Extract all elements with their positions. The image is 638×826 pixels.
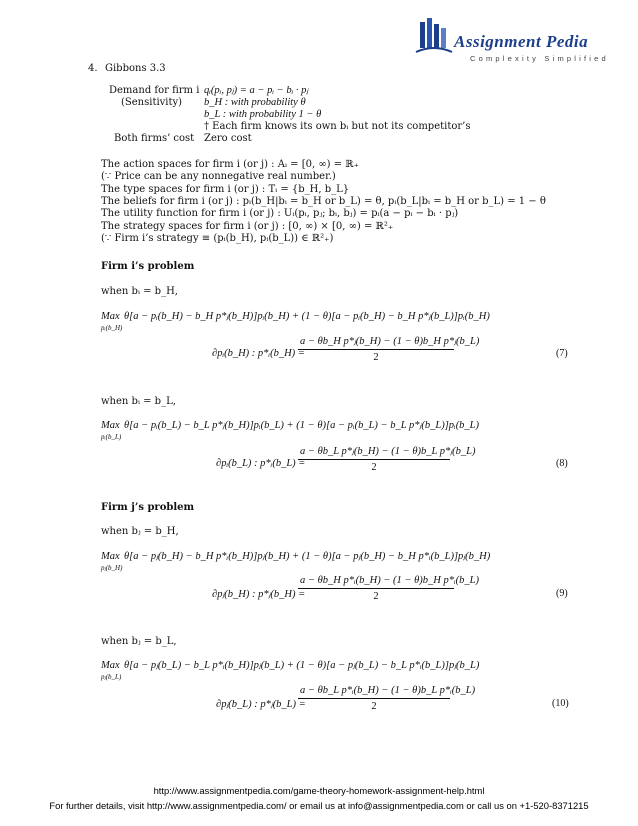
firm-j-foc-lhs-low: ∂pⱼ(b_L) : p*ⱼ(b_L) =: [216, 699, 306, 710]
firm-i-foc-lhs-low: ∂pᵢ(b_L) : p*ᵢ(b_L) =: [216, 458, 306, 469]
firm-i-foc-fraction-high: [298, 335, 480, 363]
equation-number-7: (7): [556, 348, 568, 359]
firm-i-foc-fraction-low: [298, 445, 476, 473]
books-logo-icon: [414, 14, 454, 58]
firm-i-max-word-high: Max: [101, 311, 120, 322]
firm-i-case-high: when bᵢ = b_H,: [101, 286, 178, 297]
fraction-denominator: 2: [373, 352, 379, 363]
firm-j-objective-high: θ[a − pⱼ(b_H) − b_H p*ᵢ(b_H)]pⱼ(b_H) + (1 − θ)[a − pⱼ(b_H) − b_H p*ᵢ(b_L)]pⱼ(b_H): [124, 551, 491, 562]
fraction-numerator: a − θb_L p*ᵢ(b_H) − (1 − θ)b_L p*ᵢ(b_L): [298, 685, 450, 699]
fraction-denominator: 2: [373, 591, 379, 602]
footer-url[interactable]: http://www.assignmentpedia.com/game-theory-homework-assignment-help.html: [153, 785, 485, 796]
firm-j-objective-low: θ[a − pⱼ(b_L) − b_L p*ᵢ(b_H)]pⱼ(b_L) + (1 − θ)[a − pⱼ(b_L) − b_L p*ᵢ(b_L)]pⱼ(b_L): [124, 660, 480, 671]
firm-j-max-word-low: Max: [101, 660, 120, 671]
equation-number-10: (10): [552, 698, 569, 709]
section-number: 4.: [88, 63, 98, 74]
firm-i-max-word-low: Max: [101, 420, 120, 431]
firm-j-max-word-high: Max: [101, 551, 120, 562]
def-utility: The utility function for firm i (or j) : Uᵢ(pᵢ, pⱼ; bᵢ, bⱼ) = pᵢ(a − pᵢ − bᵢ · pⱼ): [101, 208, 459, 219]
firm-j-case-low: when bⱼ = b_L,: [101, 636, 177, 647]
def-action-note: (∵ Price can be any nonnegative real number.): [101, 171, 336, 182]
equation-number-9: (9): [556, 588, 568, 599]
equation-number-8: (8): [556, 458, 568, 469]
setup-value-bh: b_H : with probability θ: [204, 97, 306, 108]
firm-j-heading: Firm j’s problem: [101, 502, 195, 513]
setup-label-sensitivity: (Sensitivity): [121, 97, 183, 108]
logo-tagline: Complexity Simplified: [470, 54, 609, 63]
firm-i-max-sub-high: pᵢ(b_H): [101, 324, 123, 332]
setup-value-demand: qᵢ(pᵢ, pⱼ) = a − pᵢ − bᵢ · pⱼ: [204, 85, 309, 96]
fraction-denominator: 2: [371, 462, 377, 473]
setup-label-cost: Both firms’ cost: [114, 133, 195, 144]
firm-j-max-sub-high: pⱼ(b_H): [101, 564, 123, 572]
firm-i-heading: Firm i’s problem: [101, 261, 195, 272]
logo-wordmark: Assignment Pedia: [454, 32, 589, 51]
firm-i-objective-high: θ[a − pᵢ(b_H) − b_H p*ⱼ(b_H)]pᵢ(b_H) + (1 − θ)[a − pᵢ(b_H) − b_H p*ⱼ(b_L)]pᵢ(b_H): [124, 311, 490, 322]
firm-i-max-sub-low: pᵢ(b_L): [101, 433, 122, 441]
firm-j-foc-fraction-low: [298, 685, 476, 712]
setup-value-bl: b_L : with probability 1 − θ: [204, 109, 322, 120]
fraction-numerator: a − θb_H p*ᵢ(b_H) − (1 − θ)b_H p*ᵢ(b_L): [298, 575, 454, 589]
section-title: Gibbons 3.3: [105, 63, 166, 74]
firm-i-foc-lhs-high: ∂pᵢ(b_H) : p*ᵢ(b_H) =: [212, 348, 305, 359]
firm-i-objective-low: θ[a − pᵢ(b_L) − b_L p*ⱼ(b_H)]pᵢ(b_L) + (1 − θ)[a − pᵢ(b_L) − b_L p*ⱼ(b_L)]pᵢ(b_L): [124, 420, 480, 431]
firm-i-case-low: when bᵢ = b_L,: [101, 396, 176, 407]
firm-j-case-high: when bⱼ = b_H,: [101, 526, 179, 537]
firm-j-foc-lhs-high: ∂pⱼ(b_H) : p*ⱼ(b_H) =: [212, 589, 306, 600]
setup-value-cost: Zero cost: [204, 133, 252, 144]
def-type-space: The type spaces for firm i (or j) : Tᵢ = {b_H, b_L}: [101, 184, 350, 195]
setup-label-demand: Demand for firm i: [109, 85, 200, 96]
def-strategy-space: The strategy spaces for firm i (or j) : [0, ∞) × [0, ∞) = ℝ²₊: [101, 221, 394, 232]
def-action-space: The action spaces for firm i (or j) : Aᵢ = [0, ∞) = ℝ₊: [101, 159, 359, 170]
assignmentpedia-logo: [402, 8, 612, 72]
footer-contact: For further details, visit http://www.assignmentpedia.com/ or email us at info@assignmentpedia.com or call us on +1-520-8371215: [49, 800, 589, 811]
fraction-numerator: a − θb_L p*ⱼ(b_H) − (1 − θ)b_L p*ⱼ(b_L): [298, 445, 450, 460]
def-beliefs: The beliefs for firm i (or j) : pᵢ(b_H|bᵢ = b_H or b_L) = θ, pᵢ(b_L|bᵢ = b_H or b_L) = 1 − θ: [101, 196, 546, 207]
def-strategy-note: (∵ Firm i’s strategy ≡ (pᵢ(b_H), pᵢ(b_L)) ∈ ℝ²₊): [101, 233, 334, 244]
setup-note: † Each firm knows its own bᵢ but not its competitor’s: [204, 121, 471, 132]
fraction-numerator: a − θb_H p*ⱼ(b_H) − (1 − θ)b_H p*ⱼ(b_L): [298, 335, 454, 350]
firm-j-foc-fraction-high: [298, 575, 479, 602]
firm-j-max-sub-low: pⱼ(b_L): [101, 673, 122, 681]
fraction-denominator: 2: [371, 701, 377, 712]
